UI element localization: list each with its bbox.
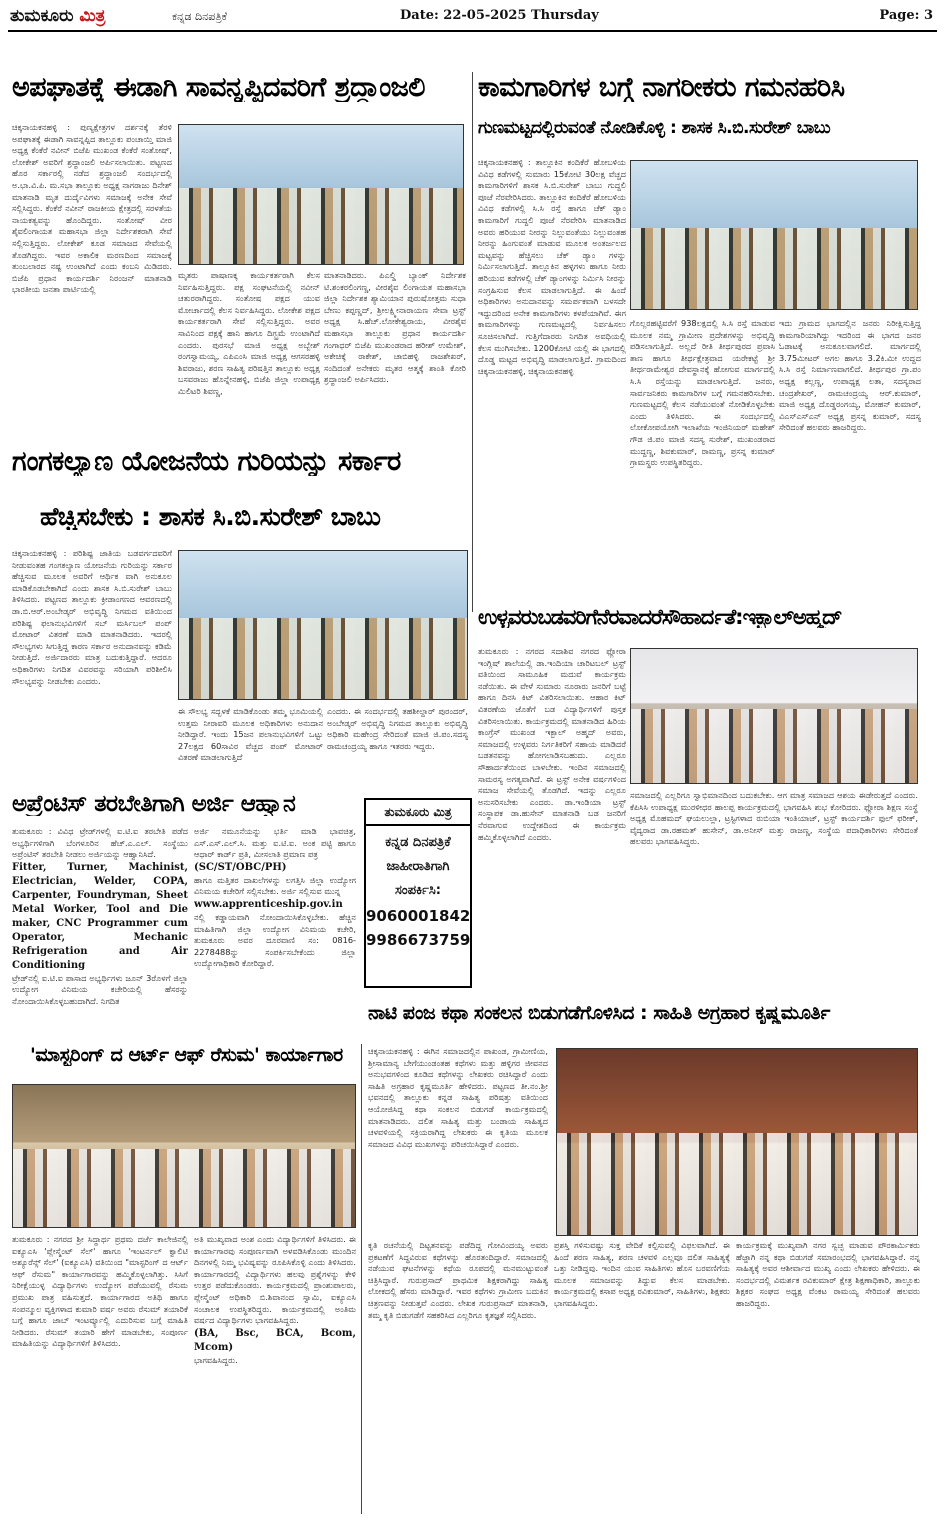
book-col-1: ಕೃತಿ ರಚನೆಯಲ್ಲಿ ದಿಟ್ಟತನವನ್ನು ಪಡೆದಿದ್ದ ಗೋವಿಂದಯ್ಯ ಅವರು ಪ್ರಕಟಣೆಗೆ ಸಿದ್ಧವಿರುವ ಕಥೆಗಳನ್ನು ಹೊರತಂದಿದ್ದಾರೆ. ಸಮಾಜದಲ್ಲಿ ನಡೆಯುವ ಘಟನೆಗಳನ್ನು ಕಥೆಯ ರೂಪದಲ್ಲಿ ಮನಮುಟ್ಟುವಂತೆ ಚಿತ್ರಿಸಿದ್ದಾರೆ. ಗುರುಪ್ರಸಾದ್ ಪ್ರಾಥಮಿಕ ಶಿಕ್ಷಕರಾಗಿದ್ದು ಸಾಹಿತ್ಯ ಲೋಕದಲ್ಲಿ ಹೆಸರು ಮಾಡಿದ್ದಾರೆ. ಇವರ ಕಥೆಗಳು ಗ್ರಾಮೀಣ ಬದುಕಿನ ಚಿತ್ರಣವನ್ನು ನೀಡುತ್ತವೆ ಎಂದರು. ಲೇಖಕ ಗುರುಪ್ರಸಾದ್ ಮಾತನಾಡಿ, ತಮ್ಮ ಕೃತಿ ಬಿಡುಗಡೆಗೆ ಸಹಕರಿಸಿದ ಎಲ್ಲರಿಗೂ ಕೃತಜ್ಞತೆ ಸಲ್ಲಿಸಿದರು. xyxy=(368,1240,548,1320)
book-headline: ನಾಟಿ ಪಂಜ ಕಥಾ ಸಂಕಲನ ಬಿಡುಗಡೆಗೊಳಿಸಿದ : ಸಾಹಿತಿ ಅಗ್ರಹಾರ ಕೃಷ್ಣಮೂರ್ತಿ xyxy=(368,1004,830,1024)
gangakalyana-col-1: ಚಿಕ್ಕನಾಯಕನಹಳ್ಳಿ : ಪರಿಶಿಷ್ಟ ಜಾತಿಯ ಬಡವರ್ಗದವರಿಗೆ ನೀಡುವಂತಹ ಗಂಗಕಲ್ಯಾಣ ಯೋಜನೆಯ ಗುರಿಯನ್ನು ಸರ್ಕಾರ ಹೆಚ್ಚಿಸುವ ಮೂಲಕ ಅವರಿಗೆ ಆರ್ಥಿಕ ವಾಗಿ ಅನುಕೂಲ ಮಾಡಿಕೊಡಬೇಕಾಗಿದೆ ಎಂದು ಶಾಸಕ ಸಿ.ಬಿ.ಸುರೇಶ್ ಬಾಬು ತಿಳಿಸಿದರು. ಪಟ್ಟಣದ ತಾಲ್ಲೂಕು ಕ್ರೀಡಾಂಗಣದ ಆವರಣದಲ್ಲಿ ಡಾ.ಬಿ.ಆರ್.ಅಂಬೇಡ್ಕರ್ ಅಭಿವೃದ್ಧಿ ನಿಗಮದ ವತಿಯಿಂದ ಪರಿಶಿಷ್ಟ ಫಲಾನುಭವಿಗಳಿಗೆ ಸಬ್ ಮರ್ಸಿಬಲ್ ಪಂಪ್ ಮೋಟಾರ್ ವಿತರಣೆ ಮಾಡಿ ಮಾತನಾಡಿದರು. ಇದರಲ್ಲಿ ಸೌಲಭ್ಯಗಳು ಸಿಗುತ್ತಿದ್ದ ಕಾರಣ ಸರ್ಕಾರ ಅನುದಾನವನ್ನು ಕಡಿಮೆ ನೀಡುತ್ತಿದೆ. ಅರ್ಜಿದಾರರು ಮಾತ್ರ ಬದುಕುತ್ತಿದ್ದಾರೆ. ಆದರೂ ಅಧಿಕಾರಿಗಳು ನಿಗದಿತ ವಿವರವನ್ನು ಸರಿಯಾಗಿ ಪರಿಶೀಲಿಸಿ ಸೌಲಭ್ಯವನ್ನು ನೀಡಬೇಕು ಎಂದರು. xyxy=(12,548,172,686)
apprentice-col-1 xyxy=(12,826,188,1040)
apprentice-outro: ಟ್ರೇಡ್‌ನಲ್ಲಿ ಐ.ಟಿ.ಐ ಪಾಸಾದ ಅಭ್ಯರ್ಥಿಗಳು ಜೂನ್ 3ರೊಳಗೆ ಜಿಲ್ಲಾ ಉದ್ಯೋಗ ವಿನಿಮಯ ಕಚೇರಿಯಲ್ಲಿ ಹೆಸರನ್ನು ನೋಂದಾಯಿಸಿಕೊಳ್ಳಬಹುದಾಗಿದೆ. ನಿಗದಿತ xyxy=(12,972,188,1006)
advertisement-box xyxy=(364,798,472,988)
apprentice-trades: Fitter, Turner, Machinist, Electrician, Welder, COPA, Carpenter, Foundryman, Sheet Metal Worker, Tool and Die maker, CNC Programmer cum Operator, Mechanic Refrigeration and Air Conditioning xyxy=(12,861,188,971)
column-divider-lower xyxy=(361,1044,362,1514)
workshop-col2-tail: ಭಾಗವಹಿಸಿದ್ದರು. xyxy=(194,1354,238,1365)
gangakalyana-col-3: ಎಂದರು. ಈ ಸಂದರ್ಭದಲ್ಲಿ ತಹಶೀಲ್ದಾರ್ ಪುರಂದರ್, ಅಂಬೇಡ್ಕರ್ ಅಭಿವೃದ್ಧಿ ನಿಗಮದ ತಾಲ್ಲೂಕು ಅಭಿವೃದ್ಧಿ ಅಧಿಕಾರಿ ಮಹೇಂದ್ರ ಸೇರಿದಂತೆ ಮಾಜಿ ಜಿ.ಪಂ.ಸದಸ್ಯ ರಾಮಚಂದ್ರಯ್ಯ ಹಾಗೂ ಇತರರು ಇದ್ದರು. xyxy=(327,706,468,751)
workshop-col-2 xyxy=(194,1234,356,1516)
workshop-col-1: ತುಮಕೂರು : ನಗರದ ಶ್ರೀ ಸಿದ್ಧಾರ್ಥ ಪ್ರಥಮ ದರ್ಜೆ ಕಾಲೇಜಿನಲ್ಲಿ ಐಕ್ಯೂಎಸಿ 'ಪ್ಲೇಸ್ಮೆಂಟ್ ಸೆಲ್' ಹಾಗೂ 'ಇಂಟರ್ನಲ್ ಕ್ವಾಲಿಟಿ ಅಶ್ಯೂರೆನ್ಸ್ ಸೆಲ್' (ಐಕ್ಯೂಎಸಿ) ವತಿಯಿಂದ "ಮಾಸ್ಟರಿಂಗ್ ದ ಆರ್ಟ್ ಆಫ್ ರೆಸುಮ" ಕಾರ್ಯಾಗಾರವನ್ನು ಹಮ್ಮಿಕೊಳ್ಳಲಾಗಿತ್ತು. ಸಿಸಿಗೆ ನಿರೀಕ್ಷೆಯುಳ್ಳ ವಿದ್ಯಾರ್ಥಿಗಳು ಉದ್ಯೋಗ ಪಡೆಯುವಲ್ಲಿ ರೆಸುಮ ಪ್ರಮುಖ ಪಾತ್ರ ವಹಿಸುತ್ತದೆ. ಕಾರ್ಯಾಗಾರದ ಅತಿಥಿ ಹಾಗೂ ಸಂಪನ್ಮೂಲ ವ್ಯಕ್ತಿಗಳಾದ ಕುಮಾರಿ ವರ್ಷ ಅವರು ರೆಸುಮ್ ತಯಾರಿಕೆ ಬಗ್ಗೆ ಹಾಗೂ ಜಾಬ್ ಇಂಟರ್ವ್ಯೂಲ್ಲಿ ಎದುರಿಸುವ ಬಗ್ಗೆ ಮಾಹಿತಿ ನೀಡಿದರು. ರೆಸುಮ್ ತಯಾರಿ ಹೇಗೆ ಮಾಡಬೇಕು, ಸಂಪೂರ್ಣ ಮಾಹಿತಿಯನ್ನು ವಿದ್ಯಾರ್ಥಿಗಳಿಗೆ ತಿಳಿಸಿದರು. xyxy=(12,1234,188,1349)
workshop-headline: 'ಮಾಸ್ಟರಿಂಗ್ ದ ಆರ್ಟ್ ಆಫ್ ರೆಸುಮ' ಕಾರ್ಯಾಗಾರ xyxy=(30,1046,343,1066)
workshop-degrees: (BA, Bsc, BCA, Bcom, Mcom) xyxy=(194,1327,356,1353)
book-photo xyxy=(556,1048,918,1236)
harmony-headline: ಉಳ್ಳವರುಬಡವರಿಗೆನೆರವಾದರೆಸೌಹಾರ್ದತೆ:ಇಕ್ಬಾಲ್ಅಹ್ಮದ್ xyxy=(478,606,842,629)
tribute-headline: ಅಪಘಾತಕ್ಕೆ ಈಡಾಗಿ ಸಾವನ್ನಪ್ಪಿದವರಿಗೆ ಶ್ರದ್ಧಾಂಜಲಿ xyxy=(12,74,426,103)
logo-text-1: ತುಮಕೂರು xyxy=(10,6,74,26)
apprentice-headline: ಅಪ್ರೆಂಟಿಸ್ ತರಬೇತಿಗಾಗಿ ಅರ್ಜಿ ಆಹ್ವಾನ xyxy=(12,792,296,817)
newspaper-logo xyxy=(10,6,105,26)
tribute-col-1: ಚಿಕ್ಕನಾಯಕನಹಳ್ಳಿ : ಪುಣ್ಯಕ್ಷೇತ್ರಗಳ ದರ್ಶನಕ್ಕೆ ತೆರಳಿ ಅಪಘಾತಕ್ಕೆ ಈಡಾಗಿ ಸಾವನ್ನಪ್ಪಿದ ತಾಲ್ಲೂಕು ಪಂಚಾಯ್ತಿ ಮಾಜಿ ಅಧ್ಯಕ್ಷ ಕೆಂಕೆರೆ ನವೀನ್ ಬಿಜೆಪಿ ಮುಖಂಡ ಕೆಂಕೆರೆ ಸಂತೋಷ್, ಲೋಕೇಶ್ ಅವರಿಗೆ ಶ್ರದ್ಧಾಂಜಲಿ ಅರ್ಪಿಸಲಾಯಿತು. ಪಟ್ಟಣದ ಹೊರ ಸರ್ಕಾರಲ್ಲಿ ನಡೆದ ಶ್ರದ್ಧಾಂಜಲಿ ಸಂದರ್ಭದಲ್ಲಿ ಅ.ಭಾ.ವಿ.ಪಿ. ಮ.ಸಭಾ ತಾಲ್ಲೂಕು ಅಧ್ಯಕ್ಷ ನಾಗರಾಜು ದಿನೇಶ್ ಮಾತನಾಡಿ ಮೃತ ದುರ್ದೈವಿಗಳು ಸಮಾಜಕ್ಕೆ ಅನೇಕ ಸೇವೆ ಸಲ್ಲಿಸಿದ್ದರು. ಕೆಂಕೆರೆ ನವೀನ್ ರಾಜಕೀಯ ಕ್ಷೇತ್ರದಲ್ಲಿ ಸರಳತೆಯ ನಾಯಕತ್ವವನ್ನು ಹೊಂದಿದ್ದರು. ಸಂತೋಷ್ ವೀರ ಶೈವಲಿಂಗಾಯತ ಮಹಾಸಭಾ ಜಿಲ್ಲಾ ನಿರ್ದೇಶಕರಾಗಿ ಸೇವೆ ಸಲ್ಲಿಸುತ್ತಿದ್ದರು. ಲೋಕೇಶ್ ಕೂಡ ಸಮಾಜದ ಸೇವೆಯಲ್ಲಿ ತೊಡಗಿದ್ದರು. ಇವರ ಅಕಾಲಿಕ ಮರಣದಿಂದ ಸಮಾಜಕ್ಕೆ ತುಂಬಲಾರದ ನಷ್ಟ ಉಂಟಾಗಿದೆ ಎಂದು ಕಂಬನಿ ಮಿಡಿದರು. ಬಿಜೆಪಿ ಪ್ರಧಾನ ಕಾರ್ಯದರ್ಶಿ ನಿರಂಜನ್ ಮಾತನಾಡಿ ಭಾರತೀಯ ಜನತಾ ಪಾರ್ಟಿಯಲ್ಲಿ xyxy=(12,122,172,295)
gangakalyana-col-2: ಈ ಸೌಲಭ್ಯ ಸದ್ಬಳಕೆ ಮಾಡಿಕೊಂಡು ತಮ್ಮ ಭೂಮಿಯಲ್ಲಿ ಉತ್ತಮ ನೀರಾವರಿ ಮೂಲಕ ಅಧಿಕಾರಿಗಳು ಅನುದಾನ ನೀಡಿದ್ದಾರೆ. ಇಂದು 15ಜನ ಪಲಾನುಭವಿಗಳಿಗೆ ಒಟ್ಟು 27ಲಕ್ಷದ 60ಸಾವಿರ ವೆಚ್ಚದ ಪಂಪ್ ಮೋಟಾರ್ ವಿತರಣೆ ಮಾಡಲಾಗುತ್ತಿದೆ xyxy=(178,706,323,763)
book-col-2: ಪ್ರಶಸ್ತಿ ಗಳಿಸುವಷ್ಟು ಸುಕ್ತ ವೇದಿಕೆ ಕಲ್ಪಿಸುವಲ್ಲಿ ವಿಫಲವಾಗಿದೆ. ಈ ಹಿಂದೆ ಶರಣ ಸಾಹಿತ್ಯ, ಶರಣ ಚಳವಳಿ ಎಲ್ಲವೂ ದಲಿತ ಸಾಹಿತ್ಯಕ್ಕೆ ಒತ್ತು ನೀಡಿದ್ದವು. ಇಂದಿನ ಯುವ ಸಾಹಿತಿಗಳು ಹೊಸ ಬರವಣಿಗೆಯ ಮೂಲಕ ಸಮಾಜವನ್ನು ತಿದ್ದುವ ಕೆಲಸ ಮಾಡಬೇಕು. ಕಾರ್ಯಕ್ರಮದಲ್ಲಿ ಕಸಾಪ ಅಧ್ಯಕ್ಷ ರವಿಕುಮಾರ್, ಸಾಹಿತಿಗಳು, ಶಿಕ್ಷಕರು ಭಾಗವಹಿಸಿದ್ದರು. xyxy=(554,1240,730,1308)
harmony-col-1: ತುಮಕೂರು : ನಗರದ ಸದಾಶಿವ ನಗರದ ಫ್ಲೋರಾ ಇಂಗ್ಲಿಷ್ ಶಾಲೆಯಲ್ಲಿ ಡಾ.ಇಂದಿಯಾ ಚಾರಿಟಬಲ್ ಟ್ರಸ್ಟ್ ವತಿಯಿಂದ ಸಾಮೂಹಿಕ ಮದುವೆ ಕಾರ್ಯಕ್ರಮ ನಡೆಯಿತು. ಈ ವೇಳೆ ಸುಮಾರು ನೂರಾರು ಜನರಿಗೆ ಬಟ್ಟೆ ಹಾಗೂ ದಿನಸಿ ಕಿಟ್ ವಿತರಿಸಲಾಯಿತು. ಆಹಾರ ಕಿಟ್ ವಿತರಣೆಯ ಜೊತೆಗೆ ಬಡ ವಿದ್ಯಾರ್ಥಿಗಳಿಗೆ ಪುಸ್ತಕ ವಿತರಿಸಲಾಯಿತು. ಕಾರ್ಯಕ್ರಮದಲ್ಲಿ ಮಾತನಾಡಿದ ಹಿರಿಯ ಕಾಂಗ್ರೆಸ್ ಮುಖಂಡ ಇಕ್ಬಾಲ್ ಅಹ್ಮದ್ ಅವರು, ಸಮಾಜದಲ್ಲಿ ಉಳ್ಳವರು ನಿರ್ಗತಿಕರಿಗೆ ಸಹಾಯ ಮಾಡಿದರೆ ಬಡತನವನ್ನು ಹೋಗಲಾಡಿಸಬಹುದು. ಎಲ್ಲರೂ ಸೌಹಾರ್ದತೆಯಿಂದ ಬಾಳಬೇಕು. ಇಂದಿನ ಸಮಾಜದಲ್ಲಿ ಸಾಮರಸ್ಯ ಅಗತ್ಯವಾಗಿದೆ. ಈ ಟ್ರಸ್ಟ್ ಅನೇಕ ವರ್ಷಗಳಿಂದ ಸಮಾಜ ಸೇವೆಯಲ್ಲಿ ತೊಡಗಿದೆ. ಇದನ್ನು ಎಲ್ಲರೂ ಅನುಸರಿಸಬೇಕು ಎಂದರು. ಡಾ.ಇಂಡಿಯಾ ಟ್ರಸ್ಟ್ ಸಂಸ್ಥಾಪಕ ಡಾ.ಹುಸೇನ್ ಮಾತನಾಡಿ ಬಡ ಜನರಿಗೆ ನೆರವಾಗುವ ಉದ್ದೇಶದಿಂದ ಈ ಕಾರ್ಯಕ್ರಮ ಹಮ್ಮಿಕೊಳ್ಳಲಾಗಿದೆ ಎಂದರು. xyxy=(478,646,626,842)
apprentice-col-2 xyxy=(194,826,356,1040)
harmony-photo xyxy=(630,648,918,784)
works-col-3: ಇದು ಗ್ರಾಮದ ಭಾಗದಲ್ಲಿನ ಜನರು ನಿರೀಕ್ಷಿಸುತ್ತಿದ್ದ ಕಾಮಗಾರಿಯಾಗಿದ್ದು ಇದರಿಂದ ಈ ಭಾಗದ ಜನರ ಓಡಾಟಕ್ಕೆ ಅನುಕೂಲವಾಗಲಿದೆ. ಮಾರ್ಗದಲ್ಲಿ 3.75ಮೀಟರ್ ಅಗಲ ಹಾಗೂ 3.2ಕಿ.ಮೀ ಉದ್ದದ ಸಿ.ಸಿ ರಸ್ತೆ ನಿರ್ಮಾಣವಾಗಲಿದೆ. ತೀರ್ಥಪುರ ಗ್ರಾ.ಪಂ ಅಧ್ಯಕ್ಷ ಕಲ್ಲಣ್ಣ, ಉಪಾಧ್ಯಕ್ಷ ಲತಾ, ಸದಸ್ಯರಾದ ಚಂದ್ರಶೇಖರ್, ರಾಮಚಂದ್ರಯ್ಯ ಆರ್.ಕುಮಾರ್, ಮಾಜಿ ಅಧ್ಯಕ್ಷ ದೊಡ್ಡರಂಗಯ್ಯ, ಮೋಹನ್ ಕುಮಾರ್, ವಿಎಸ್ಎಸ್ಎನ್ ಅಧ್ಯಕ್ಷ ಪ್ರಸನ್ನ ಕುಮಾರ್, ಸದಸ್ಯ ಸೇರಿದಂತೆ ಹಲವರು ಹಾಜರಿದ್ದರು. xyxy=(779,318,921,433)
works-col-2: ಗೊಲ್ಲರಹಟ್ಟಿವರೆಗೆ 938ಲಕ್ಷದಲ್ಲಿ ಸಿ.ಸಿ ರಸ್ತೆ ಮಾಡುವ ಮೂಲಕ ನಮ್ಮ ಗ್ರಾಮೀಣ ಪ್ರದೇಶಗಳನ್ನು ಅಭಿವೃದ್ಧಿ ಪಡಿಸಲಾಗುತ್ತಿದೆ. ಅಲ್ಲದೆ ರೀತಿ ತೀರ್ಥಪುರದ ಪ್ರವಾಸಿ ತಾಣ ಹಾಗೂ ತೀರ್ಥಕ್ಷೇತ್ರವಾದ ಯರೇಕಟ್ಟೆ ಶ್ರೀ ತೀರ್ಥರಾಮೇಶ್ವರ ದೇವಸ್ಥಾನಕ್ಕೆ ಹೋಗುವ ಮಾರ್ಗದಲ್ಲಿ ಸಿ.ಸಿ ರಸ್ತೆಯನ್ನು ಮಾಡಲಾಗುತ್ತಿದೆ. ಜನರು, ಸಾರ್ವಜನಿಕರು ಕಾಮಗಾರಿಗಳ ಬಗ್ಗೆ ಗಮನಹರಿಸಬೇಕು. ಗುಣಮಟ್ಟದಲ್ಲಿ ಕೆಲಸ ನಡೆಯುವಂತೆ ನೋಡಿಕೊಳ್ಳಬೇಕು ಎಂದು ತಿಳಿಸಿದರು. ಈ ಸಂದರ್ಭದಲ್ಲಿ ಲೋಕೋಪಯೋಗಿ ಇಲಾಖೆಯ ಇಂಜಿನಿಯರ್ ಮಹೇಶ್ ಗೌಡ ಜಿ.ಪಂ ಮಾಜಿ ಸದಸ್ಯ ಸುರೇಶ್, ಮುಖಂಡರಾದ ಮುದ್ದಣ್ಣ, ಶಿವಕುಮಾರ್, ರಾಮಣ್ಣ, ಪ್ರಸನ್ನ ಕುಮಾರ್ ಗ್ರಾಮಸ್ಥರು ಉಪಸ್ಥಿತರಿದ್ದರು. xyxy=(630,318,775,468)
newspaper-subtitle: ಕನ್ನಡ ದಿನಪತ್ರಿಕೆ xyxy=(172,10,228,23)
tribute-photo xyxy=(178,124,464,265)
ad-line-4: ಸಂಪರ್ಕಿಸಿ: xyxy=(395,883,441,898)
harmony-col-2: ಸಮಾಜದಲ್ಲಿ ಎಲ್ಲರಿಗೂ ಸ್ವಾಭಿಮಾನದಿಂದ ಬದುಕಬೇಕು. ಆಗ ಮಾತ್ರ ಸಮಾಜದ ಆಶಯ ಈಡೇರುತ್ತದೆ ಎಂದರು. ಕೆಪಿಸಿಸಿ ಉಪಾಧ್ಯಕ್ಷ ಮುರಳೀಧರ ಹಾಲಪ್ಪ ಕಾರ್ಯಕ್ರಮದಲ್ಲಿ ಭಾಗವಹಿಸಿ ಶುಭ ಕೋರಿದರು. ಫ್ಲೋರಾ ಶಿಕ್ಷಣ ಸಂಸ್ಥೆ ಅಧ್ಯಕ್ಷ ಮೊಹಮದ್ ಘಯಲುಲ್ಲಾ, ಟ್ರಸ್ಟಿಗಳಾದ ರುಬಿಯಾ ಇಂತಿಯಾಜ್, ಟ್ರಸ್ಟ್ ಕಾರ್ಯದರ್ಶಿ ಫುಲ್ ಫರೀಕ್, ವೈದ್ಯರಾದ ಡಾ.ರಹಮತ್ ಹುಸೇನ್, ಡಾ.ಅನೀಸ್ ಮತ್ತು ರಾಜಣ್ಣ, ಸಂಸ್ಥೆಯ ಪದಾಧಿಕಾರಿಗಳು ಸೇರಿದಂತೆ ಹಲವರು ಭಾಗವಹಿಸಿದ್ದರು. xyxy=(630,790,918,847)
workshop-col2-text: ಅತಿ ಮುಖ್ಯವಾದ ಅಂಶ ಎಂದು ವಿದ್ಯಾರ್ಥಿಗಳಿಗೆ ತಿಳಿಸಿದರು. ಈ ಕಾರ್ಯಾಗಾರವು ಸಂಪೂರ್ಣವಾಗಿ ಅಳವಡಿಸಿಕೊಂಡು ಮುಂದಿನ ದಿನಗಳಲ್ಲಿ ನಿಮ್ಮ ಭವಿಷ್ಯವನ್ನು ರೂಪಿಸಿಕೊಳ್ಳಿ ಎಂದು ತಿಳಿಸಿದರು. ಕಾರ್ಯಾಗಾರದಲ್ಲಿ ವಿದ್ಯಾರ್ಥಿಗಳು ಹಲವು ಪ್ರಶ್ನೆಗಳನ್ನು ಕೇಳಿ ಉತ್ತರ ಪಡೆದುಕೊಂಡರು. ಕಾರ್ಯಕ್ರಮದಲ್ಲಿ ಪ್ರಾಂಶುಪಾಲರು, ಪ್ಲೇಸ್ಮೆಂಟ್ ಅಧಿಕಾರಿ ಬಿ.ಶಿವಾನಂದ ಸ್ವಾಮಿ, ಐಕ್ಯೂಎಸಿ ಸಂಚಾಲಕ ಉಪಸ್ಥಿತರಿದ್ದರು. ಕಾರ್ಯಕ್ರಮದಲ್ಲಿ ಅಂತಿಮ ವರ್ಷದ ವಿದ್ಯಾರ್ಥಿಗಳು ಭಾಗವಹಿಸಿದ್ದರು. xyxy=(194,1234,356,1326)
ad-phone-1: 9060001842 xyxy=(366,907,471,925)
apprentice-codes: (SC/ST/OBC/PH) xyxy=(194,861,287,873)
works-photo xyxy=(630,160,918,310)
works-headline-main: ಕಾಮಗಾರಿಗಳ ಬಗ್ಗೆ ನಾಗರೀಕರು ಗಮನಹರಿಸಿ xyxy=(478,74,845,103)
gangakalyana-photo xyxy=(178,550,468,700)
column-divider xyxy=(472,72,473,612)
gangakalyana-headline-2: ಹೆಚ್ಚಿಸಬೇಕು : ಶಾಸಕ ಸಿ.ಬಿ.ಸುರೇಶ್ ಬಾಬು xyxy=(40,504,381,531)
works-headline-sub: ಗುಣಮಟ್ಟದಲ್ಲಿರುವಂತೆ ನೋಡಿಕೊಳ್ಳಿ : ಶಾಸಕ ಸಿ.ಬಿ.ಸುರೇಶ್ ಬಾಬು xyxy=(478,120,831,138)
ad-phone-2: 9986673759 xyxy=(366,931,471,949)
masthead xyxy=(0,0,945,66)
page-number: Page: 3 xyxy=(879,8,933,23)
ad-title: ತುಮಕೂರು ಮಿತ್ರ xyxy=(366,800,470,826)
gangakalyana-headline-1: ಗಂಗಕಲ್ಯಾಣ ಯೋಜನೆಯ ಗುರಿಯನ್ನು ಸರ್ಕಾರ xyxy=(12,448,401,477)
logo-text-2: ಮಿತ್ರ xyxy=(79,6,106,26)
book-col-top: ಚಿಕ್ಕನಾಯಕನಹಳ್ಳಿ : ಈಗಿನ ಸಮಾಜದಲ್ಲಿನ ಪಾಖಂಡ, ಗ್ರಾಮೀಣಿಯ, ಶ್ರೀಸಾಮಾನ್ಯ ಬೇಗೆಯುಂಡಂತಹ ಕಥೆಗಳು ಮತ್ತು ಹಳ್ಳಿಗರ ಜೀವನದ ಅನುಭವಗಳಿಂದ ಕೂಡಿದ ಕಥೆಗಳನ್ನು ಲೇಖಕರು ರಚಿಸಿದ್ದಾರೆ ಎಂದು ಸಾಹಿತಿ ಅಗ್ರಹಾರ ಕೃಷ್ಣಮೂರ್ತಿ ಹೇಳಿದರು. ಪಟ್ಟಣದ ತೀ.ನಂ.ಶ್ರೀ ಭವನದಲ್ಲಿ ತಾಲ್ಲೂಕು ಕನ್ನಡ ಸಾಹಿತ್ಯ ಪರಿಷತ್ತು ವತಿಯಿಂದ ಆಯೋಜಿಸಿದ್ದ ಕಥಾ ಸಂಕಲನ ಬಿಡುಗಡೆ ಕಾರ್ಯಕ್ರಮದಲ್ಲಿ ಮಾತನಾಡಿದರು. ದಲಿತ ಸಾಹಿತ್ಯ ಮತ್ತು ಬಂಡಾಯ ಸಾಹಿತ್ಯದ ಚಳವಳಿಯಲ್ಲಿ ಸಕ್ರಿಯರಾಗಿದ್ದ ಲೇಖಕರು ಈ ಕೃತಿಯ ಮೂಲಕ ಸಮಾಜದ ವಿವಿಧ ಮುಖಗಳನ್ನು ಪರಿಚಯಿಸಿದ್ದಾರೆ ಎಂದರು. xyxy=(368,1046,548,1149)
apprentice-col2-pre: ಅರ್ಜಿ ನಮೂನೆಯನ್ನು ಭರ್ತಿ ಮಾಡಿ ಭಾವಚಿತ್ರ, ಎಸ್.ಎಸ್.ಎಲ್.ಸಿ. ಮತ್ತು ಐ.ಟಿ.ಐ. ಅಂಕ ಪಟ್ಟಿ ಹಾಗೂ ಆಧಾರ್ ಕಾರ್ಡ್ ಪ್ರತಿ, ಮೀಸಲಾತಿ ಪ್ರಮಾಣ ಪತ್ರ xyxy=(194,826,356,860)
ad-line-2: ಕನ್ನಡ ದಿನಪತ್ರಿಕೆ xyxy=(385,835,451,850)
ad-line-3: ಜಾಹೀರಾತಿಗಾಗಿ xyxy=(386,859,450,874)
book-col-3: ಕಾರ್ಯಕ್ರಮಕ್ಕೆ ಮುಖ್ಯವಾಗಿ ನಗರ ಸ್ವಚ್ಛ ಮಾಡುವ ಪೌರಕಾರ್ಮಿಕರು ಹೆಜ್ಜಾಗಿ ನನ್ನ ಕಥಾ ಬಿಡುಗಡೆ ಸಮಾರಂಭದಲ್ಲಿ ಭಾಗವಹಿಸಿದ್ದಾರೆ. ನನ್ನ ಸಾಹಿತ್ಯಕ್ಕೆ ಅವರ ಆಶೀರ್ವಾದ ಮುಖ್ಯ ಎಂದು ಲೇಖಕರು ಹೇಳಿದರು. ಈ ಸಂದರ್ಭದಲ್ಲಿ ವಿಮರ್ಶಕ ರವಿಕುಮಾರ್ ಕ್ಷೇತ್ರ ಶಿಕ್ಷಣಾಧಿಕಾರಿ, ತಾಲ್ಲೂಕು ಶಿಕ್ಷಕರ ಸಂಘದ ಅಧ್ಯಕ್ಷ ವೆಂಕಟ ರಾಮಯ್ಯ ಸೇರಿದಂತೆ ಹಲವರು ಹಾಜರಿದ್ದರು. xyxy=(736,1240,920,1308)
workshop-photo xyxy=(12,1084,356,1228)
tribute-col-2: ಮೃತರು ಪಾಷಾಣಕ್ಕ ಕಾರ್ಯಕರ್ತರಾಗಿ ಕೆಲಸ ನಿರ್ವಹಿಸುತ್ತಿದ್ದರು. ಪಕ್ಷ ಸಂಘಟನೆಯಲ್ಲಿ ನವೀನ್ ಚತುರರಾಗಿದ್ದರು. ಸಂತೋಷ ಪಕ್ಷದ ಯುವ ಮೋರ್ಚಾದಲ್ಲಿ ಕೆಲಸ ನಿರ್ವಹಿಸಿದ್ದರು. ಲೋಕೇಶ ಪಕ್ಷದ ಕಾರ್ಯಕರ್ತರಾಗಿ ಸೇವೆ ಸಲ್ಲಿಸುತ್ತಿದ್ದರು. ಅವರ ಸಾವಿನಿಂದ ಪಕ್ಷಕ್ಕೆ ಹಾನಿ ಹಾಗೂ ದಿಗ್ಭ್ರಮೆ ಉಂಟಾಗಿದೆ ಎಂದರು. ಪುರಸಭೆ ಮಾಜಿ ಅಧ್ಯಕ್ಷ ಅಬ್ಬೇಶ್ ರಂಗಸ್ವಾಮಯ್ಯ, ಎಪಿಎಂಸಿ ಮಾಜಿ ಅಧ್ಯಕ್ಷ ಆಗಸರಹಳ್ಳಿ ಶಿವರಾಜು, ಶರಣ ಸಾಹಿತ್ಯ ಪರಿಷತ್ತಿನ ತಾಲ್ಲೂಕು ಅಧ್ಯಕ್ಷ ಬಸವರಾಜು ಹೊನ್ನೇನಹಳ್ಳಿ, ಬಿಜೆಪಿ ಜಿಲ್ಲಾ ಉಪಾಧ್ಯಕ್ಷ ಮಿಲಿಟರಿ ಶಿವಣ್ಣ, xyxy=(178,270,320,396)
apprentice-intro: ತುಮಕೂರು : ವಿವಿಧ ಟ್ರೇಡ್‌ಗಳಲ್ಲಿ ಐ.ಟಿ.ಐ ತರಬೇತಿ ಪಡೆದ ಅಭ್ಯರ್ಥಿಗಳಿಗಾಗಿ ಬೆಂಗಳೂರಿನ ಹೆಚ್.ಎ.ಎಲ್. ಸಂಸ್ಥೆಯು ಅಪ್ರೆಂಟಿಸ್ ತರಬೇತಿ ನೀಡಲು ಅರ್ಜಿಯನ್ನು ಆಹ್ವಾನಿಸಿದೆ. xyxy=(12,826,188,860)
tribute-col-3: ಮಾತನಾಡಿದರು. ಪಿಎಲ್ಡಿ ಬ್ಯಾಂಕ್ ನಿರ್ದೇಶಕ ಟಿ.ಶಂಕರಲಿಂಗಣ್ಣ, ವೀರಶೈವ ಲಿಂಗಾಯತ ಮಹಾಸಭಾ ಜಿಲ್ಲಾ ನಿರ್ದೇಶಕ ಶ್ಯಾಮಿಯಾನ ಪುರುಷೋತ್ತಮ ಸುಧಾ ಬೇಣು ಕಪ್ಪಣ್ಣದ್, ಶ್ರೀಲಕ್ಷ್ಮೀನಾರಾಯಣ ಸೇವಾ ಟ್ರಸ್ಟ್ ಅಧ್ಯಕ್ಷ ಸಿ.ಹೆಚ್.ಲೋಕೇಶ್ವರಾಯ, ವೀರಶೈವ ಮಹಾಸಭಾ ತಾಲ್ಲೂಕು ಪ್ರಧಾನ ಕಾರ್ಯದರ್ಶಿ ಗಂಗಾಧರ್ ಬಿಜೆಪಿ ಮುಖಂಡರಾದ ಹರೀಶ್ ಉಮೇಶ್, ಅಕೇಚಿಕ್ಕೆ ರಾಕೇಶ್, ಚಾಬಿಹಳ್ಳಿ ರಾಜಶೇಖರ್, ಸಂದಿದಂತೆ ಅನೇಕರು ಮೃತರ ಆತ್ಮಕ್ಕೆ ಶಾಂತಿ ಕೋರಿ ಶ್ರದ್ಧಾಂಜಲಿ ಅರ್ಪಿಸಿದರು. xyxy=(324,270,466,385)
issue-date: Date: 22-05-2025 Thursday xyxy=(400,8,599,23)
apprentice-col2-tail: ನಲ್ಲಿ ಕಡ್ಡಾಯವಾಗಿ ನೋಂದಾಯಿಸಿಕೊಳ್ಳಬೇಕು. ಹೆಚ್ಚಿನ ಮಾಹಿತಿಗಾಗಿ ಜಿಲ್ಲಾ ಉದ್ಯೋಗ ವಿನಿಮಯ ಕಚೇರಿ, ತುಮಕೂರು ಅವರ ದೂರವಾಣಿ ಸಂ: 0816-2278488ನ್ನು ಸಂಪರ್ಕಿಸಬೇಕೆಂದು ಜಿಲ್ಲಾ ಉದ್ಯೋಗಾಧಿಕಾರಿ ಕೋರಿದ್ದಾರೆ. xyxy=(194,911,356,969)
works-col-1: ಚಿಕ್ಕನಾಯಕನಹಳ್ಳಿ : ತಾಲ್ಲೂಕಿನ ಕಂದಿಕೆರೆ ಹೋಬಳಿಯ ವಿವಿಧ ಕಡೆಗಳಲ್ಲಿ ಸುಮಾರು 15ಕೋಟಿ 30ಲಕ್ಷ ವೆಚ್ಚದ ಕಾಮಗಾರಿಗಳಿಗೆ ಶಾಸಕ ಸಿ.ಬಿ.ಸುರೇಶ್ ಬಾಬು ಗುದ್ದಲಿ ಪೂಜೆ ನೆರವೇರಿಸಿದರು. ತಾಲ್ಲೂಕಿನ ಕಂದಿಕೆರೆ ಹೋಬಳಿಯ ವಿವಿಧ ಕಡೆಗಳಲ್ಲಿ ಸಿ.ಸಿ ರಸ್ತೆ ಹಾಗೂ ಚೆಕ್ ಡ್ಯಾಂ ಕಾಮಗಾರಿಗೆ ಗುದ್ದಲಿ ಪೂಜೆ ನೆರವೇರಿಸಿ ಮಾತನಾಡಿದ ಅವರು ಹರಿಯುವ ನೀರನ್ನು ನಿಲ್ಲುವಂತೆಯು ನಿಲ್ಲುವಂತಹ ನೀರನ್ನು ಹಿಂಗುವಂತೆ ಮಾಡುವ ಮೂಲಕ ಅಂತರ್ಜಲದ ಮಟ್ಟವನ್ನು ಹೆಚ್ಚಿಸಲು ಚೆಕ್ ಡ್ಯಾಂ ಗಳನ್ನು ನಿರ್ಮಿಸಲಾಗುತ್ತಿದೆ. ತಾಲ್ಲೂಕಿನ ಹಳ್ಳಗಳು ಹಾಗೂ ನೀರು ಹರಿಯುವ ಕಡೆಗಳಲ್ಲಿ ಚೆಕ್ ಡ್ಯಾಂಗಳನ್ನು ನಿರ್ಮಿಸಿ ನೀರನ್ನು ಸಂಗ್ರಹಿಸುವ ಕೆಲಸ ಮಾಡಲಾಗುತ್ತಿದೆ. ಈ ಹಿಂದೆ ಅಧಿಕಾರಿಗಳು ಅನುದಾನವನ್ನು ಸಮರ್ಪಕವಾಗಿ ಬಳಸದೇ ಇದ್ದುದರಿಂದ ಅನೇಕ ಕಾಮಗಾರಿಗಳು ಕಳಪೆಯಾಗಿವೆ. ಈಗ ಕಾಮಗಾರಿಗಳನ್ನು ಗುಣಮಟ್ಟದಲ್ಲಿ ನಿರ್ವಹಿಸಲು ಸೂಚಿಸಲಾಗಿದೆ. ಗುತ್ತಿಗೆದಾರರು ನಿಗದಿತ ಅವಧಿಯಲ್ಲಿ ಕೆಲಸ ಮುಗಿಸಬೇಕು. 1200ಕೋಟಿ ಯಲ್ಲಿ ಈ ಭಾಗದಲ್ಲಿ ದೊಡ್ಡ ಮಟ್ಟದ ಅಭಿವೃದ್ಧಿ ಮಾಡಲಾಗುತ್ತಿದೆ. ಗ್ರಾಮದಿಂದ ಚಿಕ್ಕನಾಯಕನಹಳ್ಳಿ, ಚಿಕ್ಕನಾಯಕನಹಳ್ಳಿ xyxy=(478,157,626,376)
apprentice-website: www.apprenticeship.gov.in xyxy=(194,898,343,910)
masthead-rule xyxy=(8,30,937,32)
apprentice-col2-mid: ಹಾಗೂ ಮತ್ತಿತರ ದಾಖಲೆಗಳನ್ನು ಲಗತ್ತಿಸಿ ಜಿಲ್ಲಾ ಉದ್ಯೋಗ ವಿನಿಮಯ ಕಚೇರಿಗೆ ಸಲ್ಲಿಸಬೇಕು. ಅರ್ಜಿ ಸಲ್ಲಿಸುವ ಮುನ್ನ xyxy=(194,874,356,897)
